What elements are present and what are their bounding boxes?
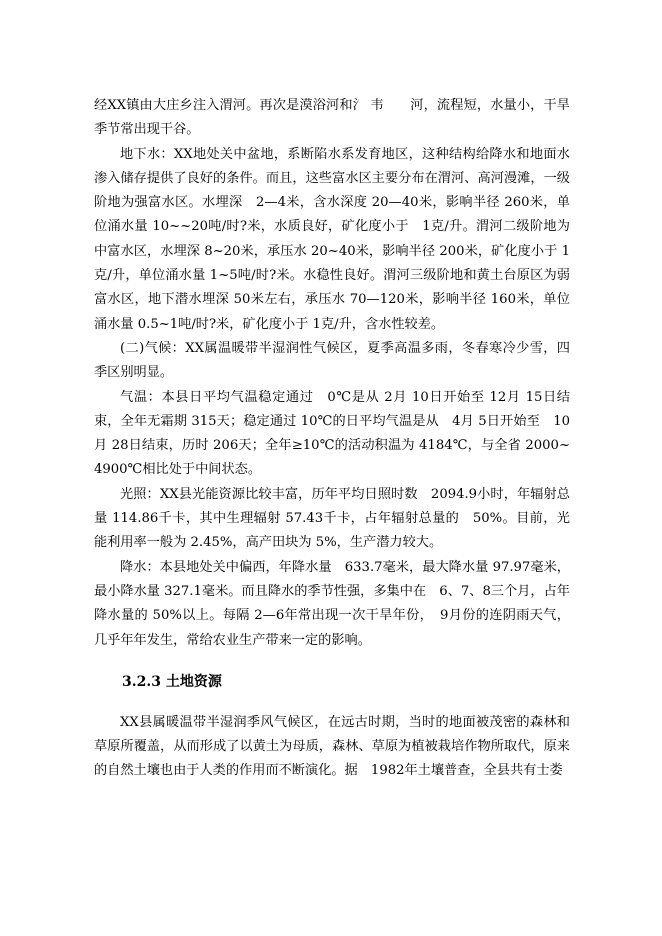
paragraph-land-resources: XX县属暖温带半湿润季风气候区，在远古时期，当时的地面被茂密的森林和草原所覆盖，从而形成了以黄土为母质，森林、草原为植被栽培作物所取代，原来的自然土壤也由于人类的作用而不断演化。据 1982年土壤普查，全县共有士娄: [94, 714, 570, 779]
paragraph-precipitation: 降水：本县地处关中偏西，年降水量 633.7毫米，最大降水量 97.97毫米，最小降水量 327.1毫米。而且降水的季节性强，多集中在 6、7、8三个月，占年降水量的 50%以上。每隔 2—6年常出现一次干旱年份， 9月份的连阴雨天气，几乎年年发生，常给农业生产带来一定的影响。: [94, 559, 570, 648]
paragraph-groundwater: 地下水：XX地处关中盆地，系断陷水系发育地区，这种结构给降水和地面水渗入储存提供了良好的条件。而且，这些富水区主要分布在渭河、高河漫滩，一级阶地为强富水区。水埋深 2—4米，含水深度 20—40米，影响半径 260米，单位涌水量 10~~20吨/时?米，水质良好，矿化度小于 1克/升。渭河二级阶地为中富水区，水埋深 8~20米，承压水 20~40米，影响半径 200米，矿化度小于 1克/升，单位涌水量 1~5吨/时?米。水稳性良好。渭河三级阶地和黄土台原区为弱富水区，地下潜水埋深 50米左右，承压水 70—120米，影响半径 160米，单位涌水量 0.5~1吨/时?米，矿化度小于 1克/升，含水性较差。: [94, 146, 570, 332]
paragraph-rivers-continued: 经XX镇由大庄乡注入渭河。再次是漠浴河和氵 韦 河，流程短，水量小，干旱季节常出现干谷。: [94, 98, 570, 138]
document-body: [94, 94, 570, 784]
paragraph-temperature: 气温：本县日平均气温稳定通过 0℃是从 2月 10日开始至 12月 15日结束，全年无霜期 315天；稳定通过 10℃的日平均气温是从 4月 5日开始至 10月 28日结束，历时 206天；全年≥10℃的活动积温为 4184℃，与全省 2000~4900℃相比处于中间状态。: [94, 389, 570, 478]
paragraph-sunlight: 光照：XX县光能资源比较丰富，历年平均日照时数 2094.9小时，年辐射总量 114.86千卡，其中生理辐射 57.43千卡，占年辐射总量的 50%。目前，光能利用率一般为 2.45%，高产田块为 5%，生产潜力较大。: [94, 486, 570, 551]
section-heading-land-resources: 3.2.3 土地资源: [122, 673, 222, 690]
paragraph-climate: (二)气候：XX属温暖带半湿润性气候区，夏季高温多雨，冬春寒冷少雪，四季区别明显。: [94, 340, 570, 381]
